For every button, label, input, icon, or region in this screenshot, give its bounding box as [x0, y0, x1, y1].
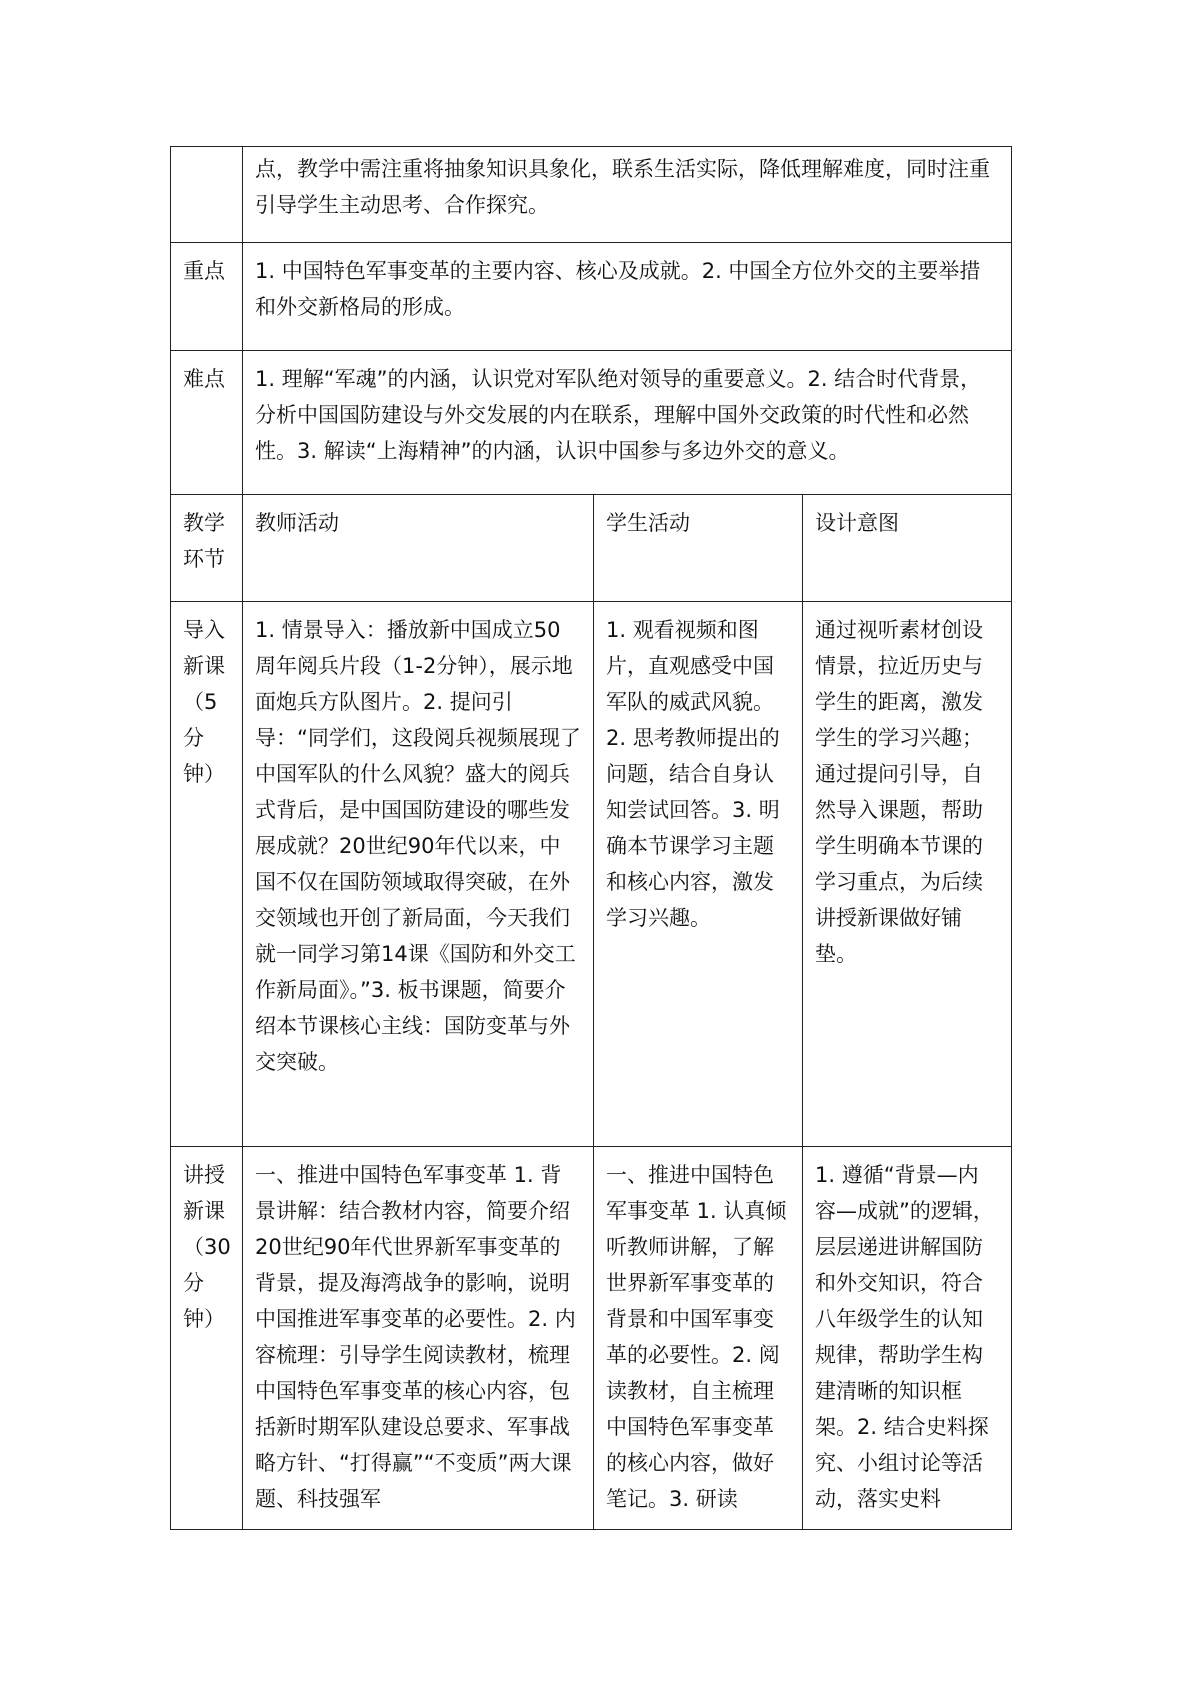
continuation-row [171, 147, 1012, 243]
continuation-text: 点，教学中需注重将抽象知识具象化，联系生活实际，降低理解难度，同时注重引导学生主动思考、合作探究。 [243, 147, 1012, 243]
continuation-label [171, 147, 243, 243]
header-teacher: 教师活动 [243, 495, 594, 602]
difficult-points-label: 难点 [171, 351, 243, 495]
header-row [171, 495, 1012, 602]
lecture-stage: 讲授新课（30分钟） [171, 1147, 243, 1530]
difficult-points-text: 1. 理解“军魂”的内涵，认识党对军队绝对领导的重要意义。2. 结合时代背景，分析中国国防建设与外交发展的内在联系，理解中国外交政策的时代性和必然性。3. 解读“上海精神”的内涵，认识中国参与多边外交的意义。 [243, 351, 1012, 495]
header-intent: 设计意图 [803, 495, 1012, 602]
lecture-teacher: 一、推进中国特色军事变革 1. 背景讲解：结合教材内容，简要介绍20世纪90年代世界新军事变革的背景，提及海湾战争的影响，说明中国推进军事变革的必要性。2. 内容梳理：引导学生阅读教材，梳理中国特色军事变革的核心内容，包括新时期军队建设总要求、军事战略方针、“打得赢”“不变质”两大课题、科技强军 [243, 1147, 594, 1530]
lesson-plan-table [170, 146, 1012, 1530]
header-stage: 教学环节 [171, 495, 243, 602]
lecture-row [171, 1147, 1012, 1530]
intro-teacher: 1. 情景导入：播放新中国成立50周年阅兵片段（1-2分钟），展示地面炮兵方队图片。2. 提问引导：“同学们，这段阅兵视频展现了中国军队的什么风貌？盛大的阅兵式背后，是中国国防建设的哪些发展成就？20世纪90年代以来，中国不仅在国防领域取得突破，在外交领域也开创了新局面，今天我们就一同学习第14课《国防和外交工作新局面》。”3. 板书课题，简要介绍本节课核心主线：国防变革与外交突破。 [243, 602, 594, 1147]
header-student: 学生活动 [594, 495, 803, 602]
intro-row [171, 602, 1012, 1147]
intro-student: 1. 观看视频和图片，直观感受中国军队的威武风貌。2. 思考教师提出的问题，结合自身认知尝试回答。3. 明确本节课学习主题和核心内容，激发学习兴趣。 [594, 602, 803, 1147]
intro-intent: 通过视听素材创设情景，拉近历史与学生的距离，激发学生的学习兴趣；通过提问引导，自然导入课题，帮助学生明确本节课的学习重点，为后续讲授新课做好铺垫。 [803, 602, 1012, 1147]
difficult-points-row [171, 351, 1012, 495]
lecture-intent: 1. 遵循“背景—内容—成就”的逻辑，层层递进讲解国防和外交知识，符合八年级学生的认知规律，帮助学生构建清晰的知识框架。2. 结合史料探究、小组讨论等活动，落实史料 [803, 1147, 1012, 1530]
lecture-student: 一、推进中国特色军事变革 1. 认真倾听教师讲解，了解世界新军事变革的背景和中国军事变革的必要性。2. 阅读教材，自主梳理中国特色军事变革的核心内容，做好笔记。3. 研读 [594, 1147, 803, 1530]
intro-stage: 导入新课（5分钟） [171, 602, 243, 1147]
key-points-text: 1. 中国特色军事变革的主要内容、核心及成就。2. 中国全方位外交的主要举措和外交新格局的形成。 [243, 243, 1012, 351]
key-points-label: 重点 [171, 243, 243, 351]
key-points-row [171, 243, 1012, 351]
